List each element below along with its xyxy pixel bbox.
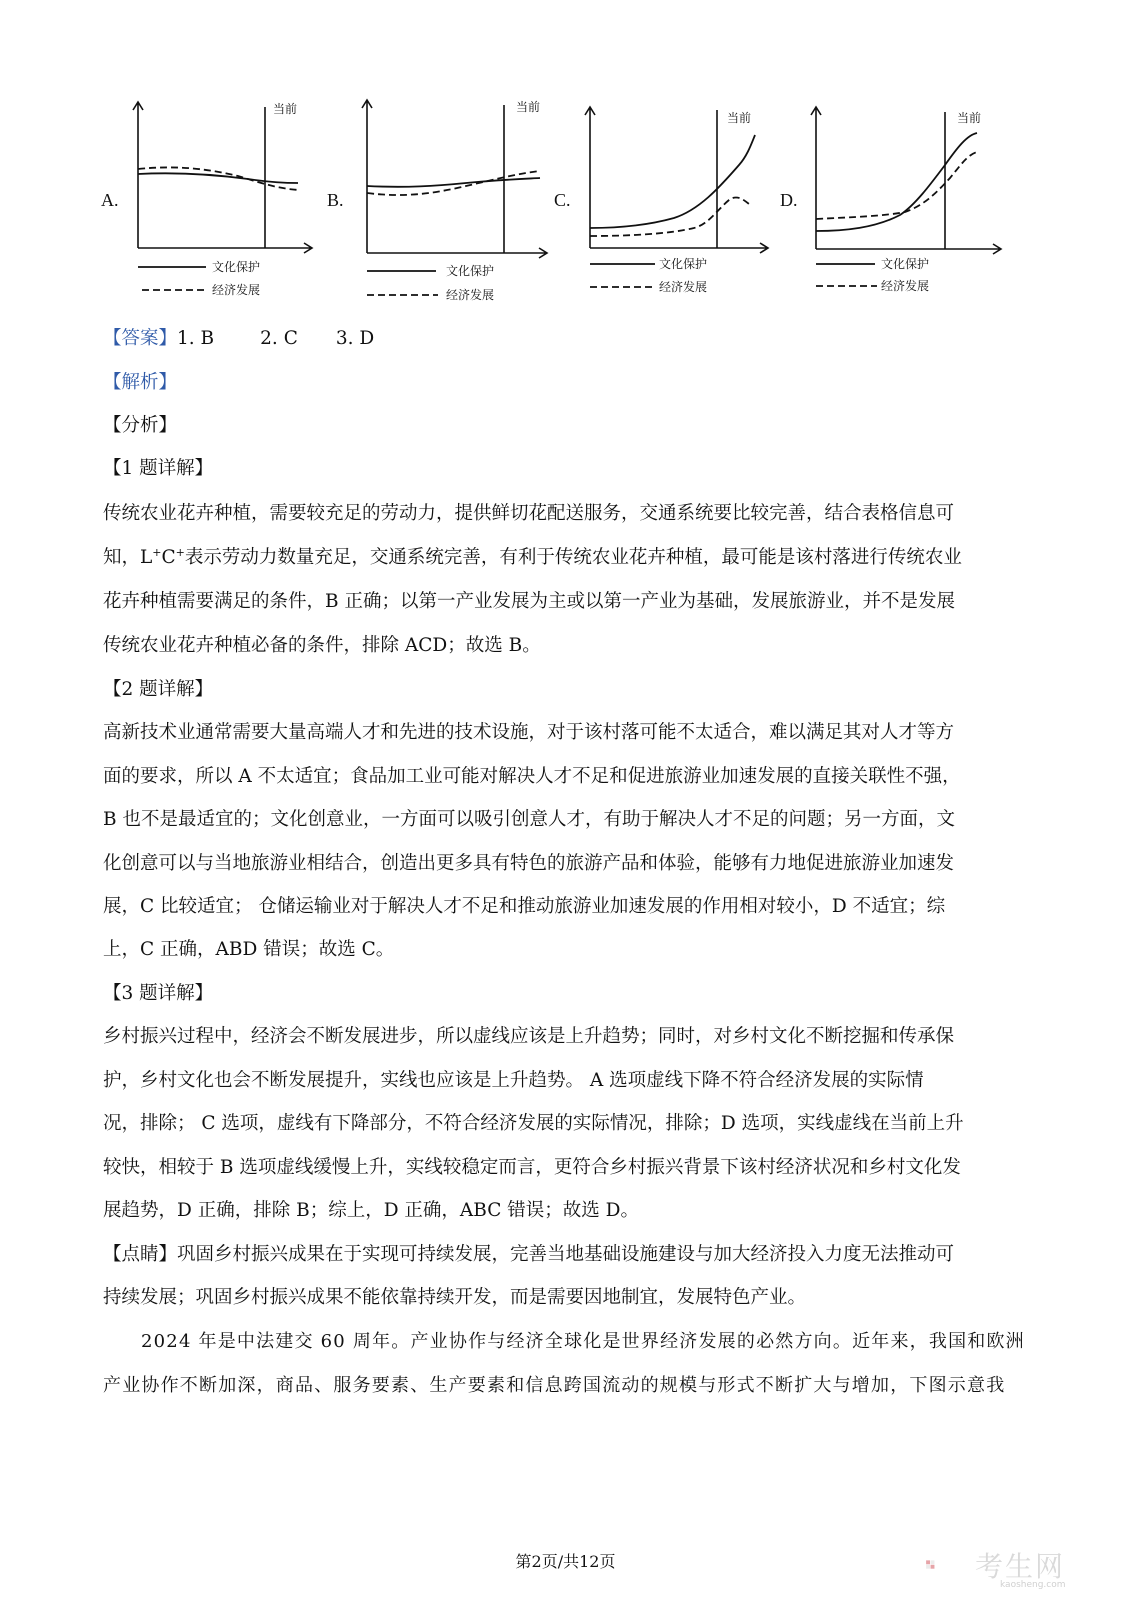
- chart-a-now-label: 当前: [273, 102, 298, 116]
- q2-line-5: 展，C 比较适宜； 仓储运输业对于解决人才不足和推动旅游业加速发展的作用相对较小，D 不适宜；综: [103, 896, 946, 917]
- chart-b-y-axis: [362, 100, 372, 253]
- chart-c-economy-line: [590, 197, 749, 236]
- fenxi-label: 【分析】: [103, 415, 178, 436]
- option-d-label: D.: [780, 190, 798, 210]
- chart-d-economy-line: [816, 152, 977, 219]
- next-question-line-2: 产业协作不断加深，商品、服务要素、生产要素和信息跨国流动的规模与形式不断扩大与增加，下图示意我: [103, 1375, 1006, 1396]
- q3-line-3: 况，排除； C 选项，虚线有下降部分，不符合经济发展的实际情况，排除；D 选项，实线虚线在当前上升: [103, 1113, 964, 1134]
- chart-a-legend-dashed-label: 经济发展: [212, 283, 261, 297]
- answer-label: 【答案】: [103, 328, 178, 349]
- chart-d-legend-dashed-label: 经济发展: [881, 279, 930, 293]
- chart-b: [356, 93, 556, 308]
- q2-line-4: 化创意可以与当地旅游业相结合，创造出更多具有特色的旅游产品和体验，能够有力地促进旅游业加速发: [103, 853, 955, 874]
- chart-b-legend-dashed-label: 经济发展: [446, 288, 495, 302]
- q1-line-3: 花卉种植需要满足的条件，B 正确；以第一产业发展为主或以第一产业为基础，发展旅游业，并不是发展: [103, 591, 955, 612]
- q1-line-2: [103, 543, 962, 573]
- jiexi-label: 【解析】: [103, 372, 178, 393]
- watermark-text: 考生网: [975, 1550, 1066, 1583]
- chart-a-x-axis: [138, 243, 312, 253]
- q3-line-1: 乡村振兴过程中，经济会不断发展进步，所以虚线应该是上升趋势；同时，对乡村文化不断挖掘和传承保: [103, 1026, 955, 1047]
- q1-line-2-pre: 知，L: [103, 547, 153, 568]
- answer-item-2: 2. C: [260, 328, 298, 349]
- chart-c-y-axis: [585, 107, 595, 248]
- watermark-url: kaosheng.com: [1000, 1580, 1066, 1590]
- q1-line-2-mid: C: [161, 547, 176, 568]
- q2-heading: 【2 题详解】: [103, 679, 214, 700]
- q1-line-2-post: 表示劳动力数量充足，交通系统完善，有利于传统农业花卉种植，最可能是该村落进行传统农业: [184, 547, 962, 568]
- chart-d-x-axis: [816, 244, 1001, 254]
- chart-c-legend-solid-label: 文化保护: [659, 257, 708, 271]
- option-a-label: A.: [101, 190, 119, 210]
- watermark-logo-icon: [925, 1543, 975, 1588]
- q1-line-1: 传统农业花卉种植，需要较充足的劳动力，提供鲜切花配送服务，交通系统要比较完善，结合表格信息可: [103, 503, 955, 524]
- answer-item-3: 3. D: [335, 328, 375, 349]
- chart-b-now-label: 当前: [516, 100, 541, 114]
- q2-line-3: B 也不是最适宜的；文化创意业，一方面可以吸引创意人才，有助于解决人才不足的问题；另一方面，文: [103, 809, 955, 830]
- option-b-label: B.: [327, 190, 344, 210]
- chart-b-culture-line: [367, 178, 540, 187]
- answer-item-1: 1. B: [177, 328, 215, 349]
- chart-c-now-label: 当前: [727, 111, 752, 125]
- dianjing-label: 【点睛】: [103, 1244, 178, 1265]
- chart-d-y-axis: [811, 107, 821, 249]
- q1-sup-2: +: [175, 545, 185, 559]
- q1-line-4: 传统农业花卉种植必备的条件，排除 ACD；故选 B。: [103, 635, 541, 656]
- q3-line-4: 较快，相较于 B 选项虚线缓慢上升，实线较稳定而言，更符合乡村振兴背景下该村经济状况和乡村文化发: [103, 1157, 961, 1178]
- chart-d: [805, 100, 1010, 300]
- chart-a-legend-solid-label: 文化保护: [212, 260, 261, 274]
- option-c-label: C.: [554, 190, 571, 210]
- chart-d-legend-solid-label: 文化保护: [881, 257, 930, 271]
- chart-a: [128, 95, 313, 305]
- q3-heading: 【3 题详解】: [103, 983, 214, 1004]
- dianjing-line-1: [103, 1240, 954, 1270]
- q1-sup-1: +: [152, 545, 162, 559]
- chart-d-culture-line: [816, 133, 977, 231]
- q2-line-1: 高新技术业通常需要大量高端人才和先进的技术设施，对于该村落可能不太适合，难以满足其对人才等方: [103, 722, 955, 743]
- q2-line-6: 上，C 正确，ABD 错误；故选 C。: [103, 939, 395, 960]
- q3-line-5: 展趋势，D 正确，排除 B；综上，D 正确，ABC 错误；故选 D。: [103, 1200, 639, 1221]
- answer-line: [103, 324, 374, 354]
- chart-b-economy-line: [367, 171, 540, 195]
- next-question-line-1: 2024 年是中法建交 60 周年。产业协作与经济全球化是世界经济发展的必然方向。近年来，我国和欧洲: [141, 1331, 1025, 1352]
- dianjing-line-2: 持续发展；巩固乡村振兴成果不能依靠持续开发，而是需要因地制宜，发展特色产业。: [103, 1287, 807, 1308]
- chart-a-economy-line: [138, 167, 300, 190]
- chart-b-x-axis: [367, 248, 547, 258]
- chart-b-legend-solid-label: 文化保护: [446, 264, 495, 278]
- chart-c-x-axis: [590, 243, 768, 253]
- q2-line-2: 面的要求，所以 A 不太适宜；食品加工业可能对解决人才不足和促进旅游业加速发展的直接关联性不强，: [103, 766, 961, 787]
- chart-a-culture-line: [138, 173, 298, 183]
- chart-d-now-label: 当前: [957, 111, 982, 125]
- page-footer: 第2页/共12页: [515, 1552, 616, 1571]
- chart-c-legend-dashed-label: 经济发展: [659, 280, 708, 294]
- chart-c-culture-line: [590, 135, 755, 228]
- q3-line-2: 护，乡村文化也会不断发展提升，实线也应该是上升趋势。 A 选项虚线下降不符合经济发展的实际情: [103, 1070, 924, 1091]
- chart-a-y-axis: [133, 102, 143, 248]
- dianjing-text-1: 巩固乡村振兴成果在于实现可持续发展，完善当地基础设施建设与加大经济投入力度无法推动可: [177, 1244, 955, 1265]
- chart-c: [579, 100, 774, 300]
- q1-heading: 【1 题详解】: [103, 458, 214, 479]
